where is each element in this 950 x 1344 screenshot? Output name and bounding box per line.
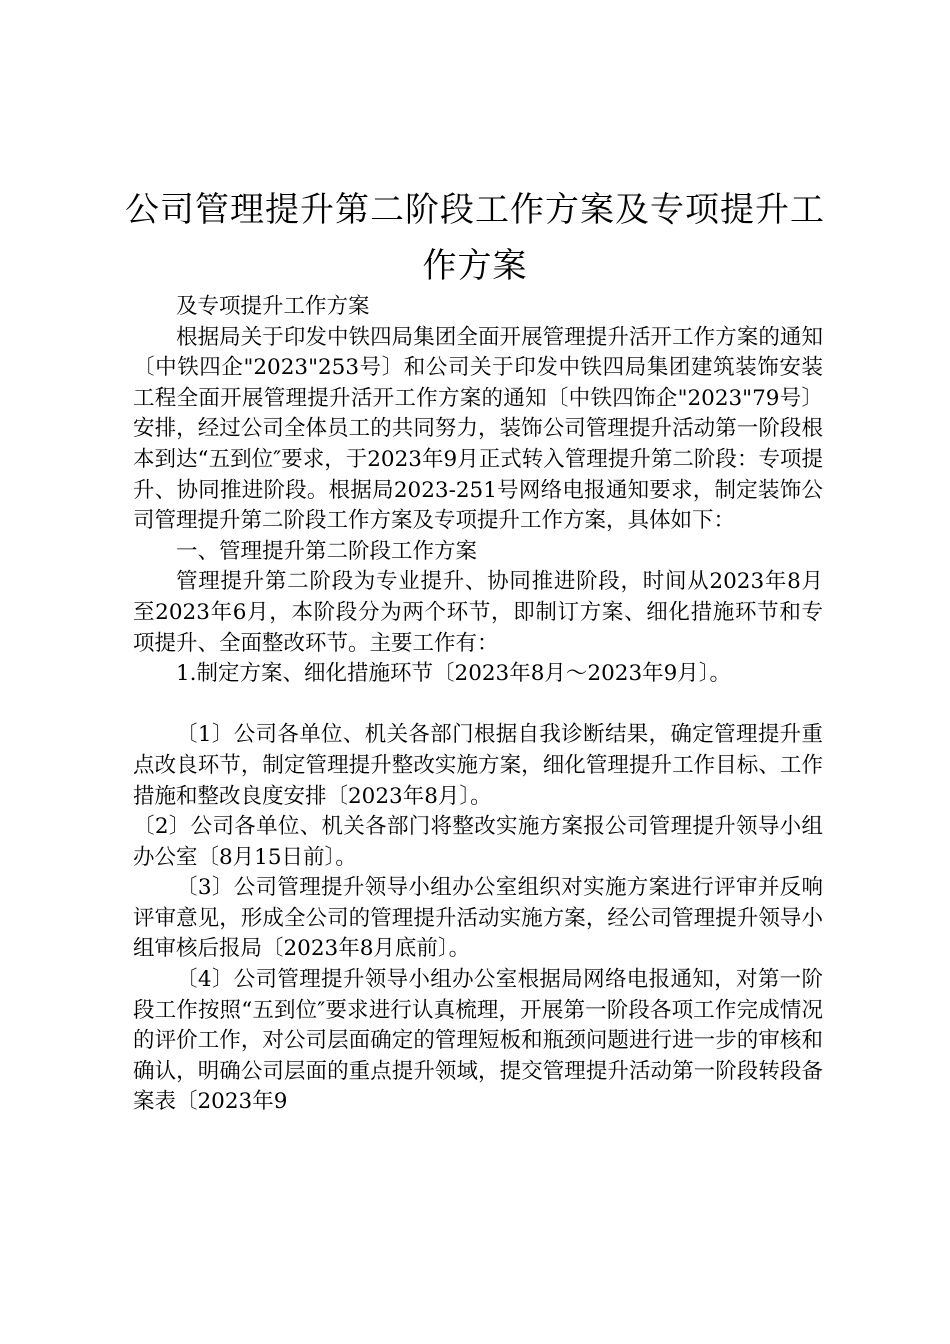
section-heading: 一、管理提升第二阶段工作方案 [176,538,478,564]
list-item: 〔2〕公司各单位、机关各部门将整改实施方案报公司管理提升领导小组办公室〔8月15日前〕。 [133,814,823,870]
list-item: 〔3〕公司管理提升领导小组办公室组织对实施方案进行评审并反响评审意见，形成全公司的管理提升活动实施方案，经公司管理提升领导小组审核后报局〔2023年8月底前〕。 [133,875,823,962]
document-body [133,292,823,1118]
paragraph-intro: 根据局关于印发中铁四局集团全面开展管理提升活开工作方案的通知〔中铁四企"2023"253号〕和公司关于印发中铁四局集团建筑装饰安装工程全面开展管理提升活开工作方案的通知〔中铁四饰企"2023"79号〕安排，经过公司全体员工的共同努力，装饰公司管理提升活动第一阶段根本到达“五到位″要求，于2023年9月正式转入管理提升第二阶段：专项提升、协同推进阶段。根据局2023-251号网络电报通知要求，制定装饰公司管理提升第二阶段工作方案及专项提升工作方案，具体如下： [133,324,823,534]
paragraph-stage-overview: 管理提升第二阶段为专业提升、协同推进阶段，时间从2023年8月至2023年6月，本阶段分为两个环节，即制订方案、细化措施环节和专项提升、全面整改环节。主要工作有： [133,569,823,656]
list-item-heading: 1.制定方案、细化措施环节〔2023年8月～2023年9月〕。 [176,661,732,687]
list-item: 〔4〕公司管理提升领导小组办公室根据局网络电报通知，对第一阶段工作按照“五到位″要求进行认真梳理，开展第一阶段各项工作完成情况的评价工作，对公司层面确定的管理短板和瓶颈问题进行进一步的审核和确认，明确公司层面的重点提升领域，提交管理提升活动第一阶段转段备案表〔2023年9 [133,967,823,1115]
document-title: 公司管理提升第二阶段工作方案及专项提升工作方案 [125,190,825,286]
paragraph-subtitle: 及专项提升工作方案 [176,294,370,319]
list-item: 〔1〕公司各单位、机关各部门根据自我诊断结果，确定管理提升重点改良环节，制定管理提升整改实施方案，细化管理提升工作目标、工作措施和整改良度安排〔2023年8月〕。 [133,722,823,809]
